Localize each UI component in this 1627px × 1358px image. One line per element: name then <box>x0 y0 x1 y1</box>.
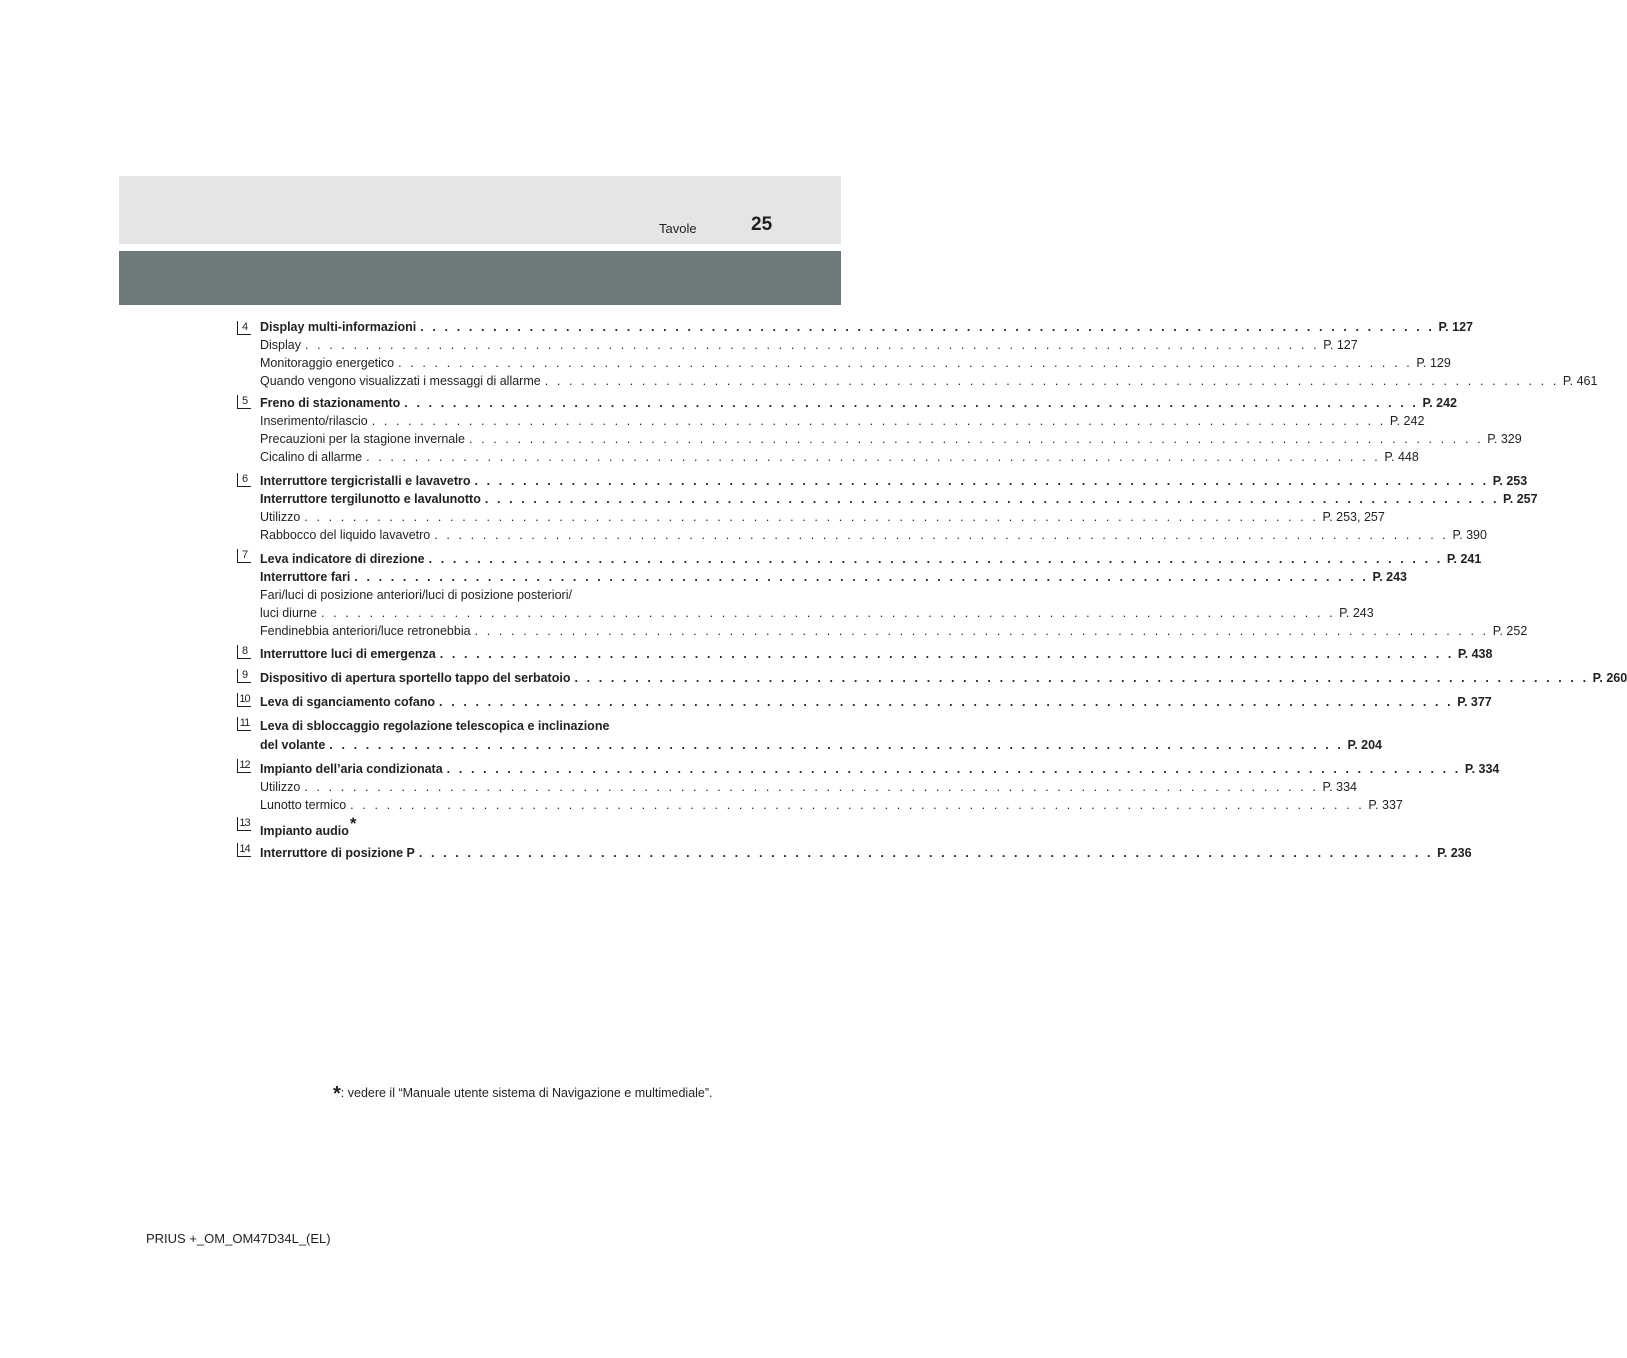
entry-label: del volante <box>260 738 326 752</box>
entry-label: Freno di stazionamento <box>260 396 401 410</box>
asterisk: * <box>349 814 357 833</box>
index-entry <box>260 845 1472 861</box>
dot-leader: . . . . . . . . . . . . . . . . . . . . . . . . . . . . . . . . . . . . . . . . . . . . . . . . . . . . . . . . . . . . . . . . . . . . . . . . . . . . . . . . . . . . <box>469 432 1484 446</box>
entry-label: Interruttore luci di emergenza <box>260 647 436 661</box>
dot-leader: . . . . . . . . . . . . . . . . . . . . . . . . . . . . . . . . . . . . . . . . . . . . . . . . . . . . . . . . . . . . . . . . . . . . . . . . . . . . . . . . . . . . <box>320 606 1336 620</box>
dot-leader: . . . . . . . . . . . . . . . . . . . . . . . . . . . . . . . . . . . . . . . . . . . . . . . . . . . . . . . . . . . . . . . . . . . . . . . . . . . . . . . . . . . . <box>305 338 1320 352</box>
dot-leader: . . . . . . . . . . . . . . . . . . . . . . . . . . . . . . . . . . . . . . . . . . . . . . . . . . . . . . . . . . . . . . . . . . . . . . . . . . . . . . . . . . . . <box>371 414 1386 428</box>
index-entry <box>260 605 1374 621</box>
entry-label: Monitoraggio energetico <box>260 356 395 370</box>
entry-page: P. 260 <box>1592 671 1627 685</box>
entry-page: P. 461 <box>1562 374 1598 388</box>
entry-label: Impianto audio <box>260 824 349 838</box>
index-entry <box>260 337 1358 353</box>
entry-page: P. 448 <box>1384 450 1419 464</box>
item-marker: 14 <box>237 843 251 857</box>
dot-leader: . . . . . . . . . . . . . . . . . . . . . . . . . . . . . . . . . . . . . . . . . . . . . . . . . . . . . . . . . . . . . . . . . . . . . . . . . . . . . . . . . . . . <box>474 474 1489 488</box>
index-entry <box>260 431 1522 447</box>
index-entry <box>260 646 1493 662</box>
index-entry <box>260 670 1627 686</box>
dot-leader: . . . . . . . . . . . . . . . . . . . . . . . . . . . . . . . . . . . . . . . . . . . . . . . . . . . . . . . . . . . . . . . . . . . . . . . . . . . . . . . . . . . . <box>474 624 1489 638</box>
entry-label: Display <box>260 338 301 352</box>
entry-label: Leva di sbloccaggio regolazione telescopica e inclinazione <box>260 719 610 733</box>
item-marker: 7 <box>237 549 251 563</box>
dot-leader: . . . . . . . . . . . . . . . . . . . . . . . . . . . . . . . . . . . . . . . . . . . . . . . . . . . . . . . . . . . . . . . . . . . . . . . . . . . . . . . . . . . . <box>304 510 1319 524</box>
index-entry <box>260 737 1383 753</box>
dot-leader: . . . . . . . . . . . . . . . . . . . . . . . . . . . . . . . . . . . . . . . . . . . . . . . . . . . . . . . . . . . . . . . . . . . . . . . . . . . . . . . . . . . . <box>304 780 1319 794</box>
entry-page: P. 236 <box>1437 846 1472 860</box>
index-entry <box>260 623 1528 639</box>
entry-page: P. 257 <box>1503 492 1538 506</box>
dot-leader: . . . . . . . . . . . . . . . . . . . . . . . . . . . . . . . . . . . . . . . . . . . . . . . . . . . . . . . . . . . . . . . . . . . . . . . . . . . . . . . . . . . . <box>428 552 1443 566</box>
entry-label: Leva di sganciamento cofano <box>260 695 436 709</box>
entry-label: Utilizzo <box>260 780 301 794</box>
dot-leader: . . . . . . . . . . . . . . . . . . . . . . . . . . . . . . . . . . . . . . . . . . . . . . . . . . . . . . . . . . . . . . . . . . . . . . . . . . . . . . . . . . . . <box>418 846 1434 860</box>
page-number: 25 <box>751 214 773 235</box>
entry-label: Interruttore tergicristalli e lavavetro <box>260 474 471 488</box>
dot-leader: . . . . . . . . . . . . . . . . . . . . . . . . . . . . . . . . . . . . . . . . . . . . . . . . . . . . . . . . . . . . . . . . . . . . . . . . . . . . . . . . . . . . <box>544 374 1559 388</box>
entry-label: Utilizzo <box>260 510 301 524</box>
index-entry <box>260 527 1487 543</box>
item-marker: 4 <box>237 321 251 335</box>
entry-label: Dispositivo di apertura sportello tappo del serbatoio <box>260 671 571 685</box>
entry-page: P. 438 <box>1457 647 1493 661</box>
item-marker: 9 <box>237 669 251 683</box>
index-entry <box>260 449 1419 465</box>
dot-leader: . . . . . . . . . . . . . . . . . . . . . . . . . . . . . . . . . . . . . . . . . . . . . . . . . . . . . . . . . . . . . . . . . . . . . . . . . . . . . . . . . . . . <box>398 356 1413 370</box>
entry-page: P. 390 <box>1452 528 1487 542</box>
index-entry <box>260 569 1408 585</box>
doc-code: PRIUS +_OM_OM47D34L_(EL) <box>146 1231 331 1246</box>
item-marker: 5 <box>237 395 251 409</box>
entry-page: P. 243 <box>1339 606 1374 620</box>
entry-page: P. 337 <box>1368 798 1403 812</box>
index-entry <box>260 319 1473 335</box>
footnote-star: * <box>333 1083 341 1105</box>
entry-label: Precauzioni per la stagione invernale <box>260 432 465 446</box>
entry-page: P. 242 <box>1389 414 1425 428</box>
entry-label: Fendinebbia anteriori/luce retronebbia <box>260 624 471 638</box>
entry-label: Interruttore tergilunotto e lavalunotto <box>260 492 481 506</box>
index-entry <box>260 761 1500 777</box>
entry-page: P. 241 <box>1446 552 1482 566</box>
entry-page: P. 127 <box>1438 320 1473 334</box>
dot-leader: . . . . . . . . . . . . . . . . . . . . . . . . . . . . . . . . . . . . . . . . . . . . . . . . . . . . . . . . . . . . . . . . . . . . . . . . . . . . . . . . . . . . <box>350 798 1365 812</box>
index-entry <box>260 814 722 840</box>
dot-leader: . . . . . . . . . . . . . . . . . . . . . . . . . . . . . . . . . . . . . . . . . . . . . . . . . . . . . . . . . . . . . . . . . . . . . . . . . . . . . . . . . . . . <box>574 671 1589 685</box>
entry-page: P. 252 <box>1492 624 1528 638</box>
index-entry <box>260 373 1598 389</box>
entry-label: Interruttore di posizione P <box>260 846 415 860</box>
entry-label: Quando vengono visualizzati i messaggi di allarme <box>260 374 541 388</box>
entry-page: P. 334 <box>1464 762 1500 776</box>
index-entry <box>260 797 1403 813</box>
entry-page: P. 129 <box>1416 356 1451 370</box>
entry-page: P. 242 <box>1422 396 1458 410</box>
index-entry <box>260 509 1385 525</box>
entry-page: P. 334 <box>1322 780 1358 794</box>
item-marker: 8 <box>237 645 251 659</box>
dot-leader: . . . . . . . . . . . . . . . . . . . . . . . . . . . . . . . . . . . . . . . . . . . . . . . . . . . . . . . . . . . . . . . . . . . . . . . . . . . . . . . . . . . . <box>420 320 1435 334</box>
dot-leader: . . . . . . . . . . . . . . . . . . . . . . . . . . . . . . . . . . . . . . . . . . . . . . . . . . . . . . . . . . . . . . . . . . . . . . . . . . . . . . . . . . . . <box>439 695 1454 709</box>
item-marker: 10 <box>237 693 251 707</box>
dot-leader: . . . . . . . . . . . . . . . . . . . . . . . . . . . . . . . . . . . . . . . . . . . . . . . . . . . . . . . . . . . . . . . . . . . . . . . . . . . . . . . . . . . . <box>439 647 1454 661</box>
index-entry <box>260 694 1492 710</box>
dot-leader: . . . . . . . . . . . . . . . . . . . . . . . . . . . . . . . . . . . . . . . . . . . . . . . . . . . . . . . . . . . . . . . . . . . . . . . . . . . . . . . . . . . . <box>366 450 1381 464</box>
index-entry <box>260 355 1451 371</box>
index-entry <box>260 551 1482 567</box>
entry-label: Display multi-informazioni <box>260 320 417 334</box>
entry-page: P. 204 <box>1347 738 1383 752</box>
entry-label: Impianto dell’aria condizionata <box>260 762 443 776</box>
dot-leader: . . . . . . . . . . . . . . . . . . . . . . . . . . . . . . . . . . . . . . . . . . . . . . . . . . . . . . . . . . . . . . . . . . . . . . . . . . . . . . . . . . . . <box>446 762 1461 776</box>
dot-leader: . . . . . . . . . . . . . . . . . . . . . . . . . . . . . . . . . . . . . . . . . . . . . . . . . . . . . . . . . . . . . . . . . . . . . . . . . . . . . . . . . . . . <box>354 570 1369 584</box>
index-entry <box>260 587 722 603</box>
entry-label: luci diurne <box>260 606 317 620</box>
entry-page: P. 377 <box>1457 695 1492 709</box>
entry-label: Leva indicatore di direzione <box>260 552 425 566</box>
dot-leader: . . . . . . . . . . . . . . . . . . . . . . . . . . . . . . . . . . . . . . . . . . . . . . . . . . . . . . . . . . . . . . . . . . . . . . . . . . . . . . . . . . . . <box>404 396 1419 410</box>
index-entry <box>260 395 1458 411</box>
entry-page: P. 329 <box>1487 432 1522 446</box>
entry-label: Cicalino di allarme <box>260 450 363 464</box>
entry-page: P. 253, 257 <box>1322 510 1385 524</box>
entry-label: Interruttore fari <box>260 570 351 584</box>
entry-label: Lunotto termico <box>260 798 347 812</box>
index-entry <box>260 718 722 734</box>
index-entry <box>260 413 1425 429</box>
entry-page: P. 243 <box>1372 570 1408 584</box>
dot-leader: . . . . . . . . . . . . . . . . . . . . . . . . . . . . . . . . . . . . . . . . . . . . . . . . . . . . . . . . . . . . . . . . . . . . . . . . . . . . . . . . . . . . <box>329 738 1344 752</box>
entry-page: P. 127 <box>1323 338 1358 352</box>
item-marker: 13 <box>237 817 251 831</box>
entry-page: P. 253 <box>1492 474 1528 488</box>
index-entry <box>260 491 1538 507</box>
dot-leader: . . . . . . . . . . . . . . . . . . . . . . . . . . . . . . . . . . . . . . . . . . . . . . . . . . . . . . . . . . . . . . . . . . . . . . . . . . . . . . . . . . . . <box>434 528 1449 542</box>
footnote <box>333 1083 713 1106</box>
dot-leader: . . . . . . . . . . . . . . . . . . . . . . . . . . . . . . . . . . . . . . . . . . . . . . . . . . . . . . . . . . . . . . . . . . . . . . . . . . . . . . . . . . . . <box>484 492 1500 506</box>
item-marker: 6 <box>237 473 251 487</box>
section-title: Tavole <box>659 221 697 236</box>
entry-label: Fari/luci di posizione anteriori/luci di posizione posteriori/ <box>260 588 572 602</box>
footnote-text: : vedere il “Manuale utente sistema di Navigazione e multimediale”. <box>340 1086 713 1100</box>
index-entry <box>260 473 1528 489</box>
item-marker: 11 <box>237 717 251 731</box>
entry-label: Inserimento/rilascio <box>260 414 368 428</box>
index-entry <box>260 779 1358 795</box>
item-marker: 12 <box>237 759 251 773</box>
entry-label: Rabbocco del liquido lavavetro <box>260 528 431 542</box>
